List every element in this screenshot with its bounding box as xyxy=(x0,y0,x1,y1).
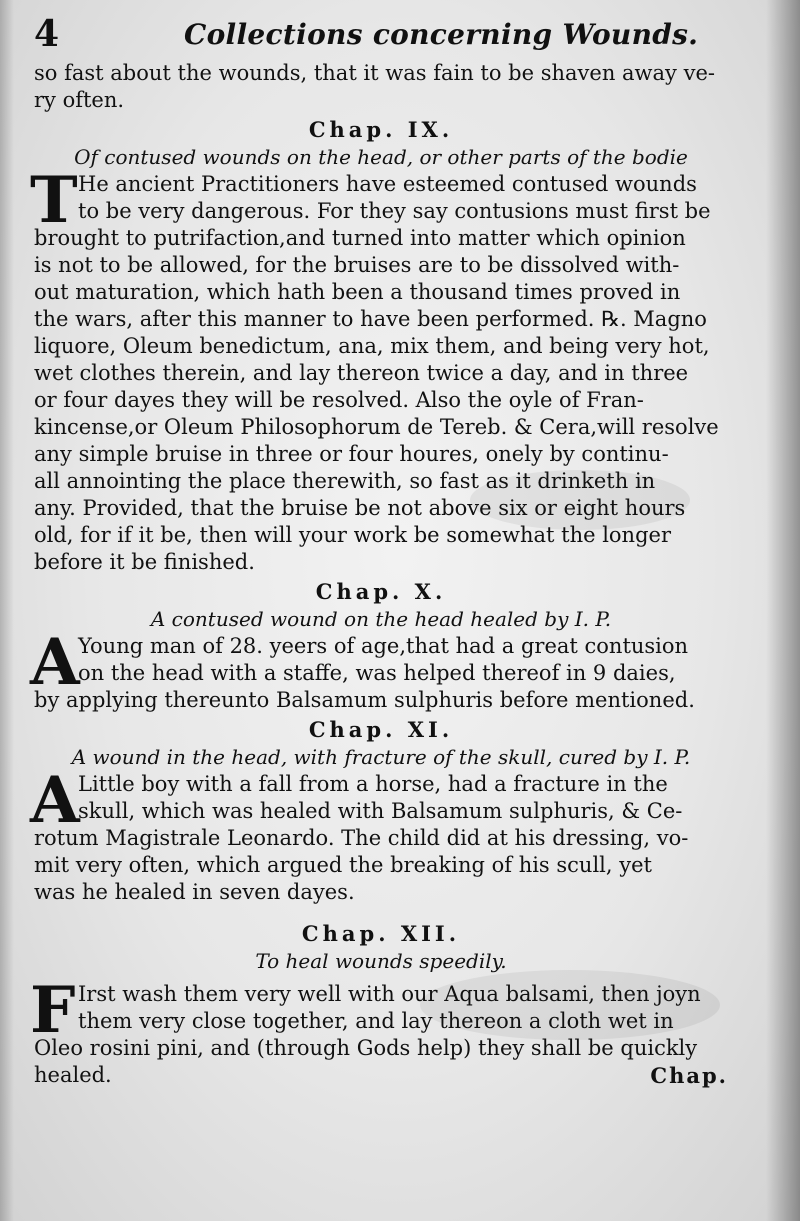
chapter-xi xyxy=(30,716,728,906)
chapter-heading: Chap. XI. xyxy=(308,717,454,742)
drop-cap: A xyxy=(30,763,80,838)
text-line: all annointing the place therewith, so fast as it drinketh in xyxy=(34,469,656,493)
text-line: He ancient Practitioners have esteemed contused wounds xyxy=(78,172,697,196)
text-line: mit very often, which argued the breaking of his scull, yet xyxy=(34,853,652,877)
page-edge-shadow xyxy=(0,0,14,1221)
text-line: by applying thereunto Balsamum sulphuris before mentioned. xyxy=(34,688,695,712)
text-line: them very close together, and lay thereon a cloth wet in xyxy=(78,1009,674,1033)
text-line: the wars, after this manner to have been performed. ℞. Magno xyxy=(34,307,707,331)
text-line: Little boy with a fall from a horse, had a fracture in the xyxy=(78,772,668,796)
text-line: was he healed in seven dayes. xyxy=(34,880,355,904)
running-title: Collections concerning Wounds. xyxy=(184,18,699,51)
text-line: healed. xyxy=(34,1063,112,1087)
text-line: to be very dangerous. For they say contusions must first be xyxy=(78,199,711,223)
text-line: Irst wash them very well with our Aqua balsami, then joyn xyxy=(78,982,701,1006)
text-line: skull, which was healed with Balsamum sulphuris, & Ce- xyxy=(78,799,683,823)
chapter-subheading: A wound in the head, with fracture of the skull, cured by I. P. xyxy=(71,745,691,769)
text-line: rotum Magistrale Leonardo. The child did at his dressing, vo- xyxy=(34,826,689,850)
text-line: on the head with a staffe, was helped thereof in 9 daies, xyxy=(78,661,676,685)
catchword: Chap. xyxy=(650,1063,728,1088)
text-line: liquore, Oleum benedictum, ana, mix them, and being very hot, xyxy=(34,334,710,358)
gutter-shadow xyxy=(766,0,800,1221)
text-line: or four dayes they will be resolved. Also the oyle of Fran- xyxy=(34,388,644,412)
chapter-paragraph xyxy=(30,763,728,906)
drop-cap: F xyxy=(30,973,76,1048)
chapter-heading: Chap. XII. xyxy=(301,921,461,946)
text-line: ry often. xyxy=(34,88,125,112)
continuation-text xyxy=(34,60,728,114)
chapter-xii xyxy=(30,920,728,1089)
text-line: old, for if it be, then will your work be somewhat the longer xyxy=(34,523,671,547)
chapter-x xyxy=(30,578,728,714)
chapter-paragraph xyxy=(30,163,728,576)
chapter-paragraph xyxy=(30,625,728,714)
drop-cap: T xyxy=(30,163,78,238)
text-line: out maturation, which hath been a thousand times proved in xyxy=(34,280,681,304)
page-header xyxy=(34,12,728,60)
text-line: wet clothes therein, and lay thereon twice a day, and in three xyxy=(34,361,689,385)
text-line: brought to putrifaction,and turned into matter which opinion xyxy=(34,226,686,250)
text-line: any simple bruise in three or four houres, onely by continu- xyxy=(34,442,669,466)
chapter-paragraph xyxy=(30,973,728,1089)
chapter-subheading: Of contused wounds on the head, or other parts of the bodie xyxy=(74,145,688,169)
text-line: Young man of 28. yeers of age,that had a great contusion xyxy=(78,634,689,658)
drop-cap: A xyxy=(30,625,80,700)
chapter-heading: Chap. IX. xyxy=(308,117,454,142)
chapter-subheading: To heal wounds speedily. xyxy=(255,949,507,973)
page-content xyxy=(30,12,728,1089)
text-line: is not to be allowed, for the bruises are to be dissolved with- xyxy=(34,253,680,277)
text-line: so fast about the wounds, that it was fain to be shaven away ve- xyxy=(34,61,715,85)
chapter-subheading: A contused wound on the head healed by I. P. xyxy=(150,607,612,631)
chapter-heading: Chap. X. xyxy=(315,579,447,604)
text-line: before it be finished. xyxy=(34,550,255,574)
text-line: any. Provided, that the bruise be not above six or eight hours xyxy=(34,496,686,520)
page-number: 4 xyxy=(34,13,60,55)
chapter-ix xyxy=(30,116,728,576)
text-line: Oleo rosini pini, and (through Gods help) they shall be quickly xyxy=(34,1036,698,1060)
text-line: kincense,or Oleum Philosophorum de Tereb. & Cera,will resolve xyxy=(34,415,719,439)
